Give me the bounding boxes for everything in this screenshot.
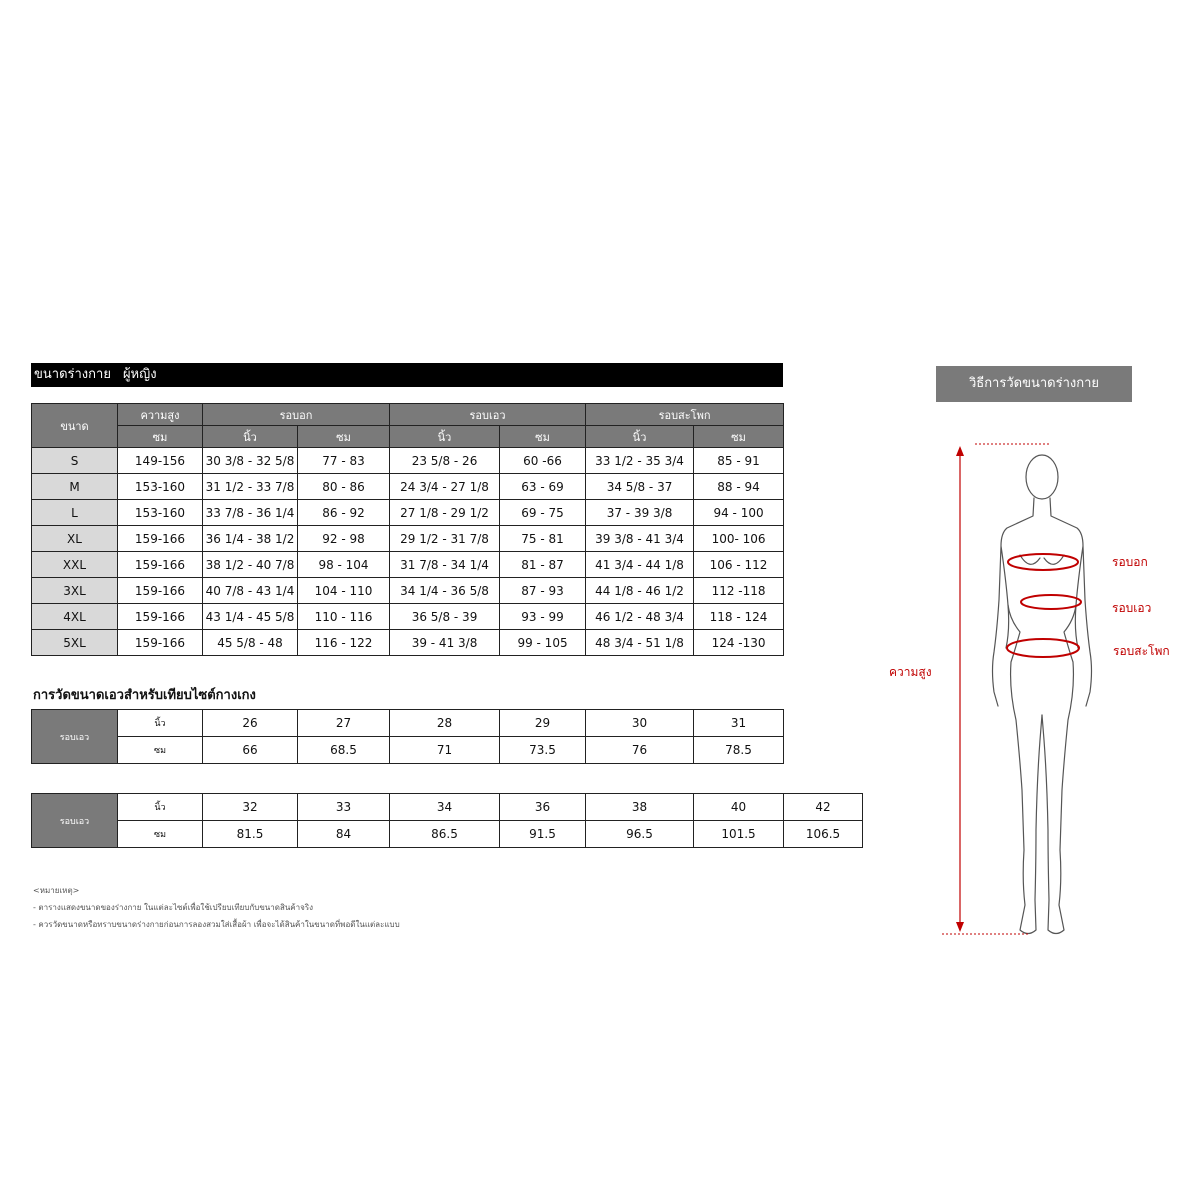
bust-cm-cell: 104 - 110: [298, 578, 390, 604]
hip-inch-cell: 39 3/8 - 41 3/4: [586, 526, 694, 552]
chart-title-bar: [31, 363, 783, 387]
size-cell: L: [32, 500, 118, 526]
waist-cm-value: 66: [203, 737, 298, 764]
table-row: [32, 500, 784, 526]
bust-ring: [1008, 554, 1078, 570]
height-cell: 159-166: [118, 604, 203, 630]
table-row: [32, 526, 784, 552]
waist-inch-unit: นิ้ว: [390, 426, 500, 448]
height-cell: 159-166: [118, 552, 203, 578]
chart-title: ขนาดร่างกาย: [34, 367, 111, 382]
waist-inch-value: 29: [500, 710, 586, 737]
bust-cm-cell: 80 - 86: [298, 474, 390, 500]
hip-cm-cell: 118 - 124: [694, 604, 784, 630]
hip-inch-cell: 37 - 39 3/8: [586, 500, 694, 526]
waist-row-label: รอบเอว: [32, 794, 118, 848]
bust-header: รอบอก: [203, 404, 390, 426]
arrow-up-icon: [956, 446, 964, 456]
table-row: [32, 630, 784, 656]
hip-inch-unit: นิ้ว: [586, 426, 694, 448]
hip-cm-cell: 94 - 100: [694, 500, 784, 526]
waist-cm-value: 86.5: [390, 821, 500, 848]
table-row: [32, 552, 784, 578]
bust-inch-cell: 31 1/2 - 33 7/8: [203, 474, 298, 500]
table-row: [32, 474, 784, 500]
height-cell: 159-166: [118, 578, 203, 604]
bust-cm-cell: 98 - 104: [298, 552, 390, 578]
waist-cm-value: 91.5: [500, 821, 586, 848]
waist-cm-value: 73.5: [500, 737, 586, 764]
bust-inch-cell: 36 1/4 - 38 1/2: [203, 526, 298, 552]
waist-cm-cell: 63 - 69: [500, 474, 586, 500]
waist-inch-value: 33: [298, 794, 390, 821]
waist-inch-cell: 39 - 41 3/8: [390, 630, 500, 656]
height-label: ความสูง: [889, 665, 932, 679]
size-cell: XL: [32, 526, 118, 552]
cm-unit-label: ซม: [118, 737, 203, 764]
size-cell: 4XL: [32, 604, 118, 630]
waist-cm-cell: 75 - 81: [500, 526, 586, 552]
hip-cm-cell: 88 - 94: [694, 474, 784, 500]
waist-inch-value: 32: [203, 794, 298, 821]
size-cell: XXL: [32, 552, 118, 578]
hip-inch-cell: 41 3/4 - 44 1/8: [586, 552, 694, 578]
waist-section-title: การวัดขนาดเอวสำหรับเทียบไซต์กางเกง: [33, 688, 256, 703]
notes-line-1: - ตารางแสดงขนาดของร่างกาย ในแต่ละไซต์เพื่อใช้เปรียบเทียบกับขนาดสินค้าจริง: [33, 903, 314, 912]
waist-cm-value: 78.5: [694, 737, 784, 764]
waist-cm-value: 84: [298, 821, 390, 848]
measure-guide-title: วิธีการวัดขนาดร่างกาย: [936, 366, 1132, 402]
body-outline-icon: [993, 455, 1092, 934]
bust-cm-cell: 77 - 83: [298, 448, 390, 474]
hip-cm-cell: 124 -130: [694, 630, 784, 656]
waist-inch-value: 28: [390, 710, 500, 737]
chart-subtitle: ผู้หญิง: [122, 367, 157, 382]
waist-inch-value: 31: [694, 710, 784, 737]
waist-inch-cell: 34 1/4 - 36 5/8: [390, 578, 500, 604]
waist-table-2: [31, 793, 863, 848]
waist-inch-value: 42: [784, 794, 863, 821]
height-header: ความสูง: [118, 404, 203, 426]
hip-cm-cell: 112 -118: [694, 578, 784, 604]
height-cell: 149-156: [118, 448, 203, 474]
bust-cm-unit: ซม: [298, 426, 390, 448]
size-cell: 5XL: [32, 630, 118, 656]
cm-unit-label: ซม: [118, 821, 203, 848]
waist-cm-value: 101.5: [694, 821, 784, 848]
hip-inch-cell: 33 1/2 - 35 3/4: [586, 448, 694, 474]
waist-inch-cell: 29 1/2 - 31 7/8: [390, 526, 500, 552]
waist-cm-cell: 69 - 75: [500, 500, 586, 526]
table-row: [32, 578, 784, 604]
bust-label: รอบอก: [1112, 555, 1148, 569]
hip-cm-cell: 100- 106: [694, 526, 784, 552]
waist-cm-value: 68.5: [298, 737, 390, 764]
height-cell: 159-166: [118, 526, 203, 552]
waist-inch-value: 34: [390, 794, 500, 821]
hip-cm-cell: 106 - 112: [694, 552, 784, 578]
hip-cm-cell: 85 - 91: [694, 448, 784, 474]
waist-cm-value: 76: [586, 737, 694, 764]
waist-inch-cell: 23 5/8 - 26: [390, 448, 500, 474]
waist-header: รอบเอว: [390, 404, 586, 426]
inch-unit-label: นิ้ว: [118, 794, 203, 821]
waist-inch-cell: 24 3/4 - 27 1/8: [390, 474, 500, 500]
waist-cm-cell: 93 - 99: [500, 604, 586, 630]
table-row: [32, 448, 784, 474]
waist-inch-cell: 27 1/8 - 29 1/2: [390, 500, 500, 526]
table-row: [32, 604, 784, 630]
hip-inch-cell: 44 1/8 - 46 1/2: [586, 578, 694, 604]
waist-inch-value: 30: [586, 710, 694, 737]
height-cell: 153-160: [118, 474, 203, 500]
bust-inch-cell: 38 1/2 - 40 7/8: [203, 552, 298, 578]
waist-cm-cell: 87 - 93: [500, 578, 586, 604]
size-cell: M: [32, 474, 118, 500]
waist-cm-cell: 99 - 105: [500, 630, 586, 656]
waist-cm-value: 106.5: [784, 821, 863, 848]
bust-inch-cell: 33 7/8 - 36 1/4: [203, 500, 298, 526]
waist-inch-cell: 36 5/8 - 39: [390, 604, 500, 630]
bust-cm-cell: 110 - 116: [298, 604, 390, 630]
bust-inch-cell: 30 3/8 - 32 5/8: [203, 448, 298, 474]
waist-cm-value: 96.5: [586, 821, 694, 848]
height-unit: ซม: [118, 426, 203, 448]
waist-inch-value: 40: [694, 794, 784, 821]
size-chart-table: [31, 403, 784, 656]
bust-cm-cell: 86 - 92: [298, 500, 390, 526]
waist-cm-value: 71: [390, 737, 500, 764]
waist-label: รอบเอว: [1112, 601, 1152, 615]
hip-label: รอบสะโพก: [1113, 644, 1170, 658]
bust-cm-cell: 116 - 122: [298, 630, 390, 656]
notes: [33, 882, 400, 933]
height-cell: 159-166: [118, 630, 203, 656]
waist-ring: [1021, 595, 1081, 609]
height-cell: 153-160: [118, 500, 203, 526]
bust-inch-cell: 40 7/8 - 43 1/4: [203, 578, 298, 604]
bust-inch-cell: 43 1/4 - 45 5/8: [203, 604, 298, 630]
bust-inch-unit: นิ้ว: [203, 426, 298, 448]
hip-inch-cell: 46 1/2 - 48 3/4: [586, 604, 694, 630]
hip-cm-unit: ซม: [694, 426, 784, 448]
bust-inch-cell: 45 5/8 - 48: [203, 630, 298, 656]
waist-inch-cell: 31 7/8 - 34 1/4: [390, 552, 500, 578]
waist-inch-value: 27: [298, 710, 390, 737]
waist-cm-cell: 81 - 87: [500, 552, 586, 578]
size-cell: S: [32, 448, 118, 474]
bust-cm-cell: 92 - 98: [298, 526, 390, 552]
waist-cm-unit: ซม: [500, 426, 586, 448]
notes-line-2: - ควรวัดขนาดหรือทราบขนาดร่างกายก่อนการลองสวมใส่เสื้อผ้า เพื่อจะได้สินค้าในขนาดที่พอดีในแต่ละแบบ: [33, 920, 400, 929]
arrow-down-icon: [956, 922, 964, 932]
size-cell: 3XL: [32, 578, 118, 604]
body-measurement-figure: [870, 430, 1170, 950]
hip-inch-cell: 34 5/8 - 37: [586, 474, 694, 500]
hip-header: รอบสะโพก: [586, 404, 784, 426]
waist-inch-value: 26: [203, 710, 298, 737]
waist-inch-value: 38: [586, 794, 694, 821]
waist-cm-cell: 60 -66: [500, 448, 586, 474]
notes-heading: <หมายเหตุ>: [33, 886, 80, 895]
waist-inch-value: 36: [500, 794, 586, 821]
size-header: ขนาด: [32, 404, 118, 448]
waist-table-1: [31, 709, 784, 764]
waist-cm-value: 81.5: [203, 821, 298, 848]
waist-row-label: รอบเอว: [32, 710, 118, 764]
hip-inch-cell: 48 3/4 - 51 1/8: [586, 630, 694, 656]
inch-unit-label: นิ้ว: [118, 710, 203, 737]
